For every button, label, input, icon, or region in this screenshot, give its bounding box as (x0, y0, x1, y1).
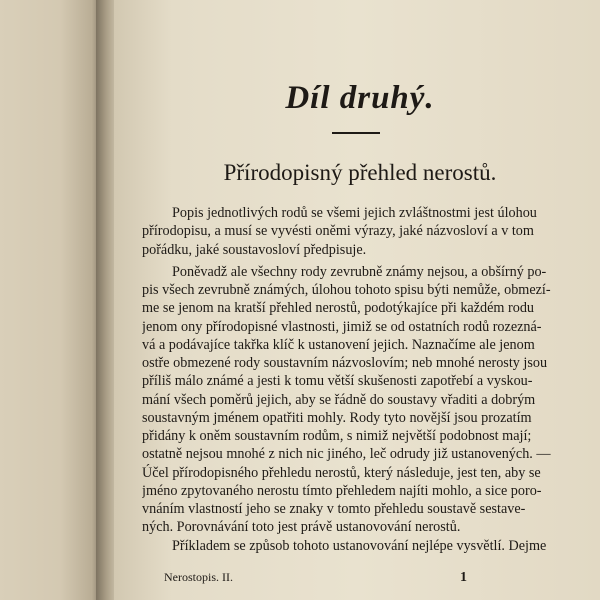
part-title: Díl druhý. (285, 80, 435, 116)
text-line: Poněvadž ale všechny rody zevrubně známy nejsou, a obšírný po- (172, 263, 547, 280)
text-line: pořádku, jaké soustavosloví předpisuje. (142, 241, 367, 258)
paragraph-2 (142, 263, 574, 537)
page-content (142, 0, 578, 600)
printer-signature: Nerostopis. II. (164, 570, 233, 584)
text-line: ostatně nejsou mnohé z nich nic jiného, leč odrudy již ustanovených. — (142, 446, 551, 463)
page-number: 1 (460, 570, 467, 585)
text-line: mání všech poměrů jejich, aby se řádně do soustavy vřaditi a dobrým (142, 391, 536, 408)
body-text (142, 204, 574, 555)
section-title: Přírodopisný přehled nerostů. (223, 160, 497, 185)
text-line: vá a podávajíce takřka klíč k ustanovení jejich. Naznačíme ale jenom (142, 336, 535, 353)
text-line: příliš málo známé a jesti k tomu větší skušenosti zapotřebí a vyskou- (142, 373, 533, 390)
text-line: jméno zpytovaného nerostu tímto přehledem najíti mohlo, a sice poro- (142, 482, 542, 499)
text-line: vnáním vlastností jeho se znaky v tomto přehledu soustavě sestave- (142, 501, 526, 517)
text-line: jenom ony přírodopisné vlastnosti, jimiž se od ostatních rodů rozezná- (142, 318, 542, 335)
text-line: Účel přírodopisného přehledu nerostů, který následuje, jest ten, aby se (142, 464, 541, 481)
text-line: přidány k oněm soustavním rodům, s nimiž největší podobnost mají; (142, 428, 532, 444)
text-line: Příkladem se způsob tohoto ustanovování nejlépe vysvětlí. Dejme (172, 537, 547, 554)
text-line: me se jenom na kratší přehled nerostů, podotýkajíce při každém rodu (142, 300, 535, 317)
left-page-edge (0, 0, 100, 600)
text-line: pis všech zevrubně známých, úlohou tohoto spisu býti nemůže, obmezí- (142, 282, 551, 298)
text-line: Popis jednotlivých rodů se všemi jejich zvláštnostmi jest úlohou (172, 205, 537, 221)
page-footer (142, 570, 574, 590)
text-line: ných. Porovnávání toto jest právě ustanovování nerostů. (142, 519, 461, 536)
paragraph-1 (142, 204, 574, 259)
text-line: ostře obmezené rody soustavním názvoslovím; neb mnohé nerosty jsou (142, 355, 548, 371)
text-line: přírodopisu, a musí se vyvésti oněmi výrazy, jaké názvosloví a v tom (142, 223, 534, 240)
paragraph-3 (142, 537, 574, 555)
text-line: soustavným jménem opatřiti mohly. Rody tyto novější jsou prozatím (142, 409, 532, 426)
title-divider (332, 132, 380, 134)
